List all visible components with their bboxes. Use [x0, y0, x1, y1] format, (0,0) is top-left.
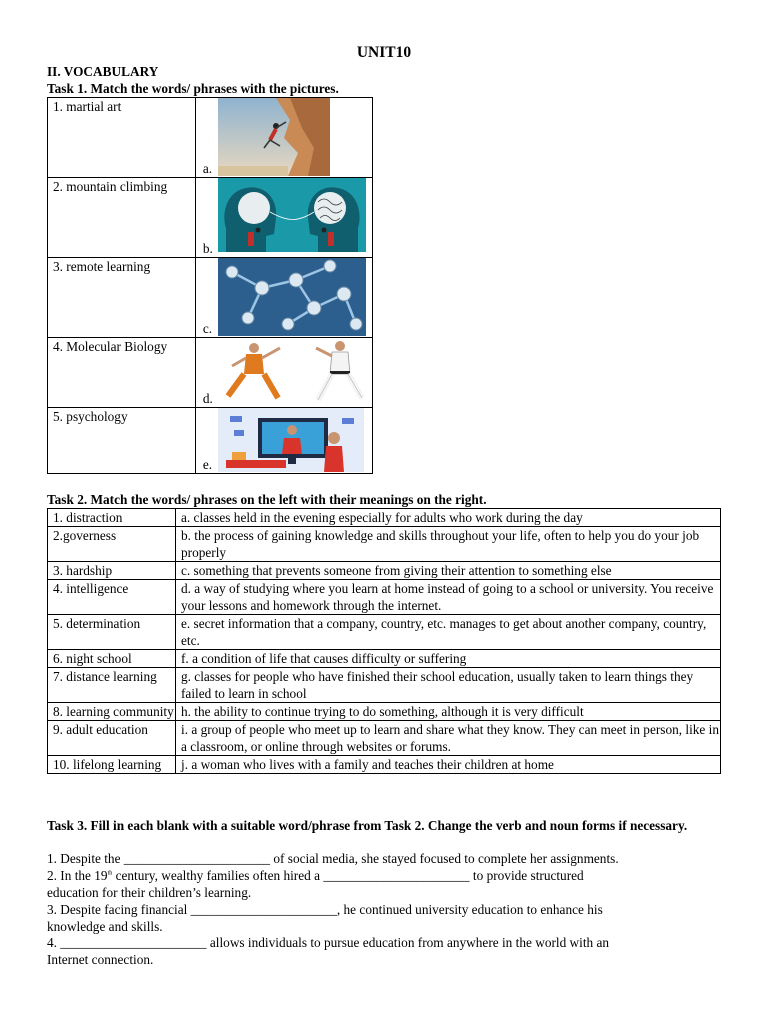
table-row [48, 703, 721, 721]
table-row [48, 178, 373, 258]
task3-s2-ordinal: th [107, 870, 113, 877]
task3-heading: Task 3. Fill in each blank with a suitable word/phrase from Task 2. Change the verb and noun forms if necessary. [47, 818, 688, 833]
table-row [48, 509, 721, 527]
task1-picture-cell [195, 338, 372, 408]
task2-word: 3. hardship [48, 562, 176, 580]
task2-meaning: e. secret information that a company, country, etc. manages to get about another company, country, etc. [176, 615, 721, 650]
section-heading: II. VOCABULARY [47, 64, 159, 79]
table-row [48, 408, 373, 474]
task3-s2-end: century, wealthy families often hired a ______________________ to provide structured [112, 868, 584, 883]
task1-word: 3. remote learning [48, 258, 196, 338]
task2-word: 7. distance learning [48, 668, 176, 703]
task1-letter: b. [202, 241, 213, 256]
task1-letter: c. [202, 321, 213, 336]
table-row [48, 580, 721, 615]
table-row [48, 562, 721, 580]
task3-sentence-1: 1. Despite the ______________________ of social media, she stayed focused to complete her assignments. [47, 851, 619, 866]
task1-word: 5. psychology [48, 408, 196, 474]
table-row [48, 258, 373, 338]
molecule-picture [218, 258, 366, 336]
task3-sentence-4: 4. ______________________ allows individuals to pursue education from anywhere in the world with an [47, 935, 610, 950]
task2-meaning: f. a condition of life that causes difficulty or suffering [176, 650, 721, 668]
task2-word: 9. adult education [48, 721, 176, 756]
task2-meaning: i. a group of people who meet up to learn and share what they know. They can meet in person, like in a classroom, or online through websites or forums. [176, 721, 721, 756]
task1-letter: a. [202, 161, 213, 176]
task1-word: 1. martial art [48, 98, 196, 178]
psychology-picture [218, 178, 366, 252]
task2-word: 6. night school [48, 650, 176, 668]
task2-table [47, 508, 721, 774]
task3-sentence-4-cont: Internet connection. [47, 952, 154, 967]
task2-meaning: j. a woman who lives with a family and teaches their children at home [176, 756, 721, 774]
task1-word: 2. mountain climbing [48, 178, 196, 258]
task1-picture-cell [195, 98, 372, 178]
task2-meaning: a. classes held in the evening especially for adults who work during the day [176, 509, 721, 527]
table-row [48, 338, 373, 408]
task1-table [47, 97, 373, 474]
table-row [48, 721, 721, 756]
task2-word: 1. distraction [48, 509, 176, 527]
table-row [48, 615, 721, 650]
climber-picture [218, 98, 330, 176]
task3-s2-start: 2. In the 19 [47, 868, 108, 883]
task1-picture-cell [195, 258, 372, 338]
table-row [48, 527, 721, 562]
task2-meaning: g. classes for people who have finished their school education, usually taken to learn things they failed to learn in school [176, 668, 721, 703]
table-row [48, 650, 721, 668]
task2-meaning: c. something that prevents someone from giving their attention to something else [176, 562, 721, 580]
task2-word: 5. determination [48, 615, 176, 650]
task3-sentence-3: 3. Despite facing financial ______________________, he continued university education to enhance his [47, 902, 603, 917]
remote-learning-picture [218, 408, 364, 472]
task1-heading: Task 1. Match the words/ phrases with the pictures. [47, 81, 339, 96]
task2-word: 4. intelligence [48, 580, 176, 615]
table-row [48, 98, 373, 178]
task3-sentence-2-cont: education for their children’s learning. [47, 885, 252, 900]
task2-meaning: d. a way of studying where you learn at home instead of going to a school or university. You receive your lessons and homework through the internet. [176, 580, 721, 615]
task3-sentence-3-cont: knowledge and skills. [47, 919, 163, 934]
task2-meaning: b. the process of gaining knowledge and skills throughout your life, often to help you do your job properly [176, 527, 721, 562]
task1-letter: d. [202, 391, 213, 406]
task2-heading: Task 2. Match the words/ phrases on the left with their meanings on the right. [47, 492, 487, 507]
task1-word: 4. Molecular Biology [48, 338, 196, 408]
task2-word: 2.governess [48, 527, 176, 562]
task1-letter: e. [202, 457, 213, 472]
page-title: UNIT10 [356, 44, 412, 61]
task1-picture-cell [195, 408, 372, 474]
martial-arts-picture [218, 338, 366, 406]
task3-sentence-2 [47, 867, 727, 884]
table-row [48, 756, 721, 774]
task2-word: 8. learning community [48, 703, 176, 721]
task2-word: 10. lifelong learning [48, 756, 176, 774]
task1-picture-cell [195, 178, 372, 258]
task2-meaning: h. the ability to continue trying to do something, although it is very difficult [176, 703, 721, 721]
table-row [48, 668, 721, 703]
